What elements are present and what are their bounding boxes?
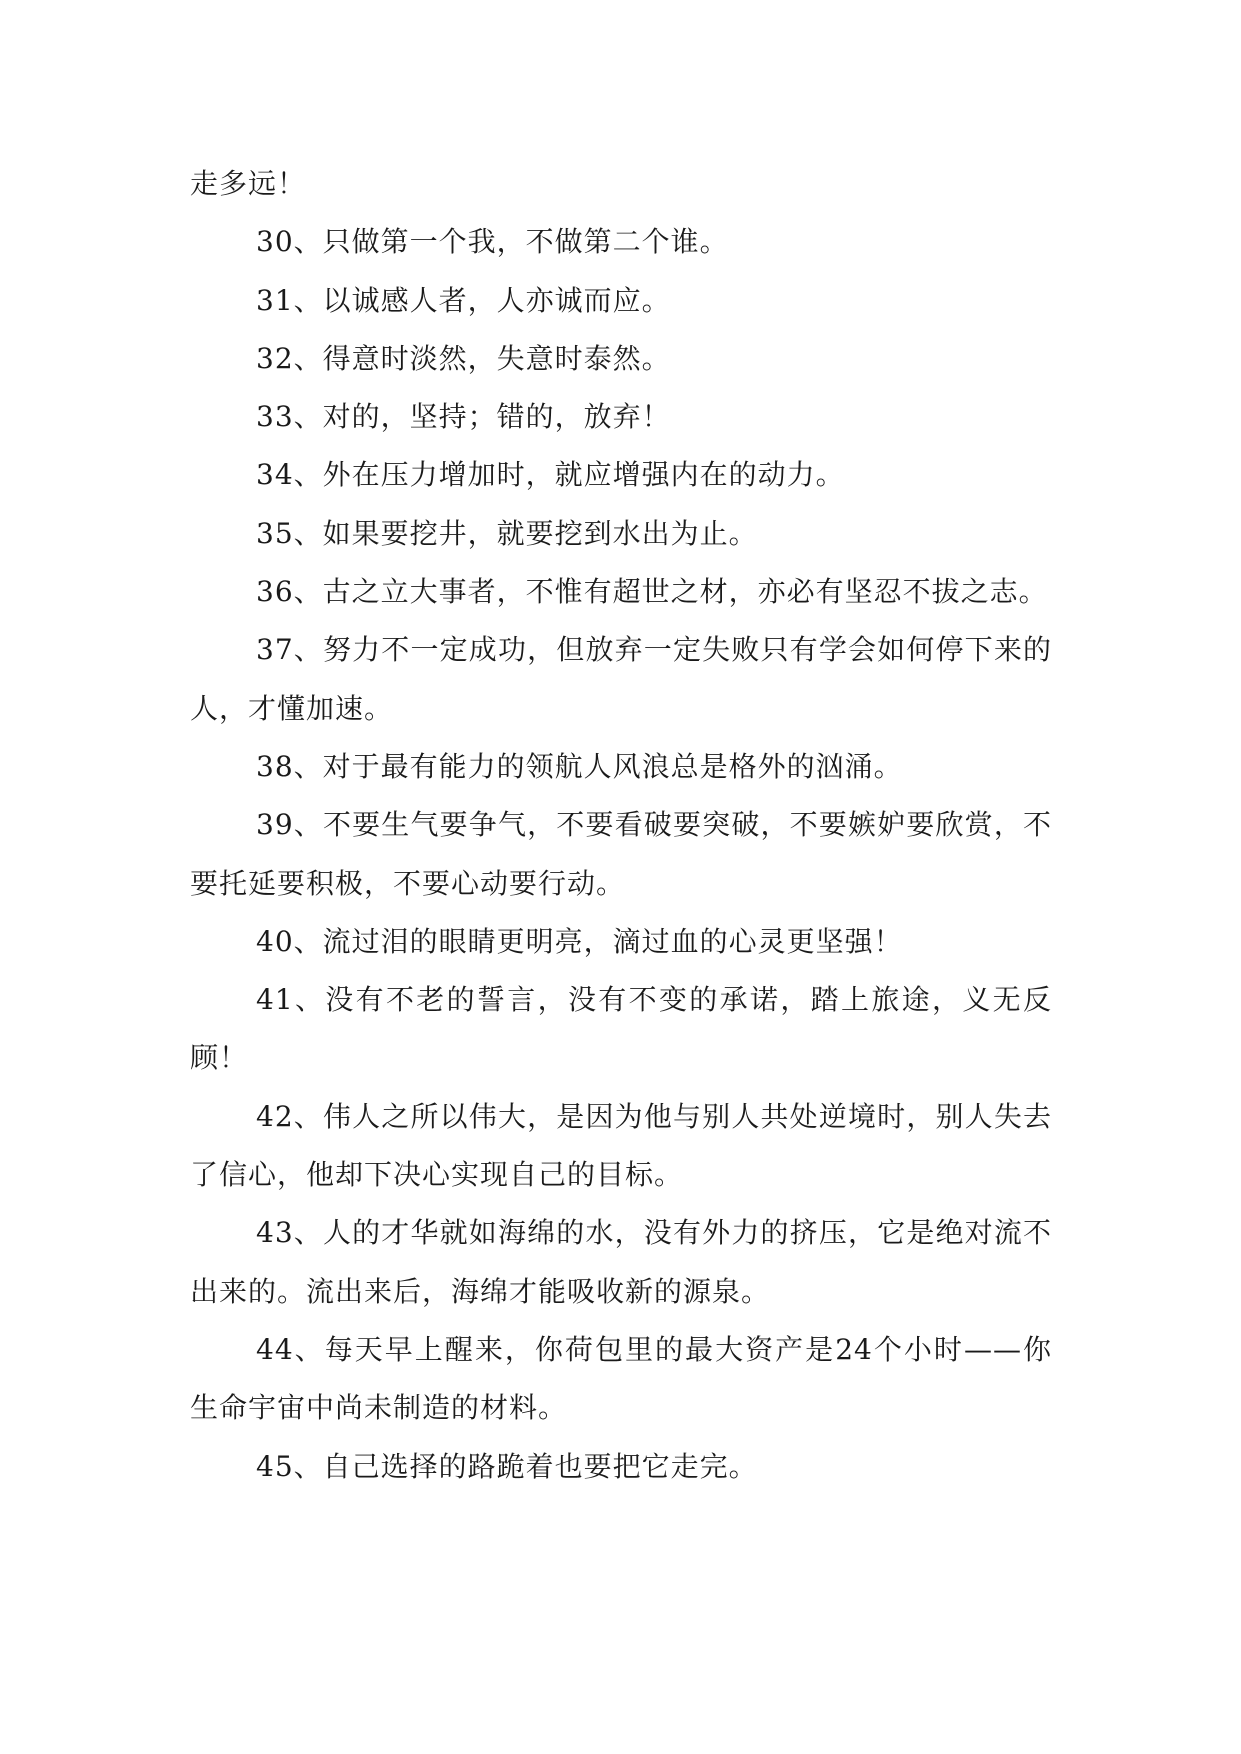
quote-39: 39、不要生气要争气，不要看破要突破，不要嫉妒要欣赏，不要托延要积极，不要心动要行动。 (190, 808, 1052, 900)
quote-42: 42、伟人之所以伟大，是因为他与别人共处逆境时，别人失去了信心，他却下决心实现自己的目标。 (190, 1099, 1052, 1192)
quote-35: 35、如果要挖井，就要挖到水出为止。 (256, 516, 758, 550)
quote-32: 32、得意时淡然，失意时泰然。 (256, 341, 671, 375)
quote-36: 36、古之立大事者，不惟有超世之材，亦必有坚忍不拔之志。 (256, 575, 1048, 609)
quote-34: 34、外在压力增加时，就应增强内在的动力。 (256, 458, 845, 492)
quote-31: 31、以诚感人者，人亦诚而应。 (256, 283, 671, 317)
paragraph-continuation: 走多远！ (190, 167, 307, 200)
quote-40: 40、流过泪的眼睛更明亮，滴过血的心灵更坚强！ (256, 924, 903, 958)
document-body (190, 155, 1052, 1496)
quote-30: 30、只做第一个我，不做第二个谁。 (256, 225, 729, 259)
quote-41: 41、没有不老的誓言，没有不变的承诺，踏上旅途，义无反顾！ (190, 983, 1052, 1075)
quote-37: 37、努力不一定成功，但放弃一定失败只有学会如何停下来的人，才懂加速。 (190, 633, 1052, 725)
quote-43: 43、人的才华就如海绵的水，没有外力的挤压，它是绝对流不出来的。流出来后，海绵才能吸收新的源泉。 (190, 1216, 1052, 1308)
quote-44: 44、每天早上醒来，你荷包里的最大资产是24个小时——你生命宇宙中尚未制造的材料。 (190, 1332, 1052, 1425)
quote-38: 38、对于最有能力的领航人风浪总是格外的汹涌。 (256, 749, 903, 783)
quote-33: 33、对的，坚持；错的，放弃！ (256, 400, 671, 434)
quote-45: 45、自己选择的路跪着也要把它走完。 (256, 1449, 758, 1483)
